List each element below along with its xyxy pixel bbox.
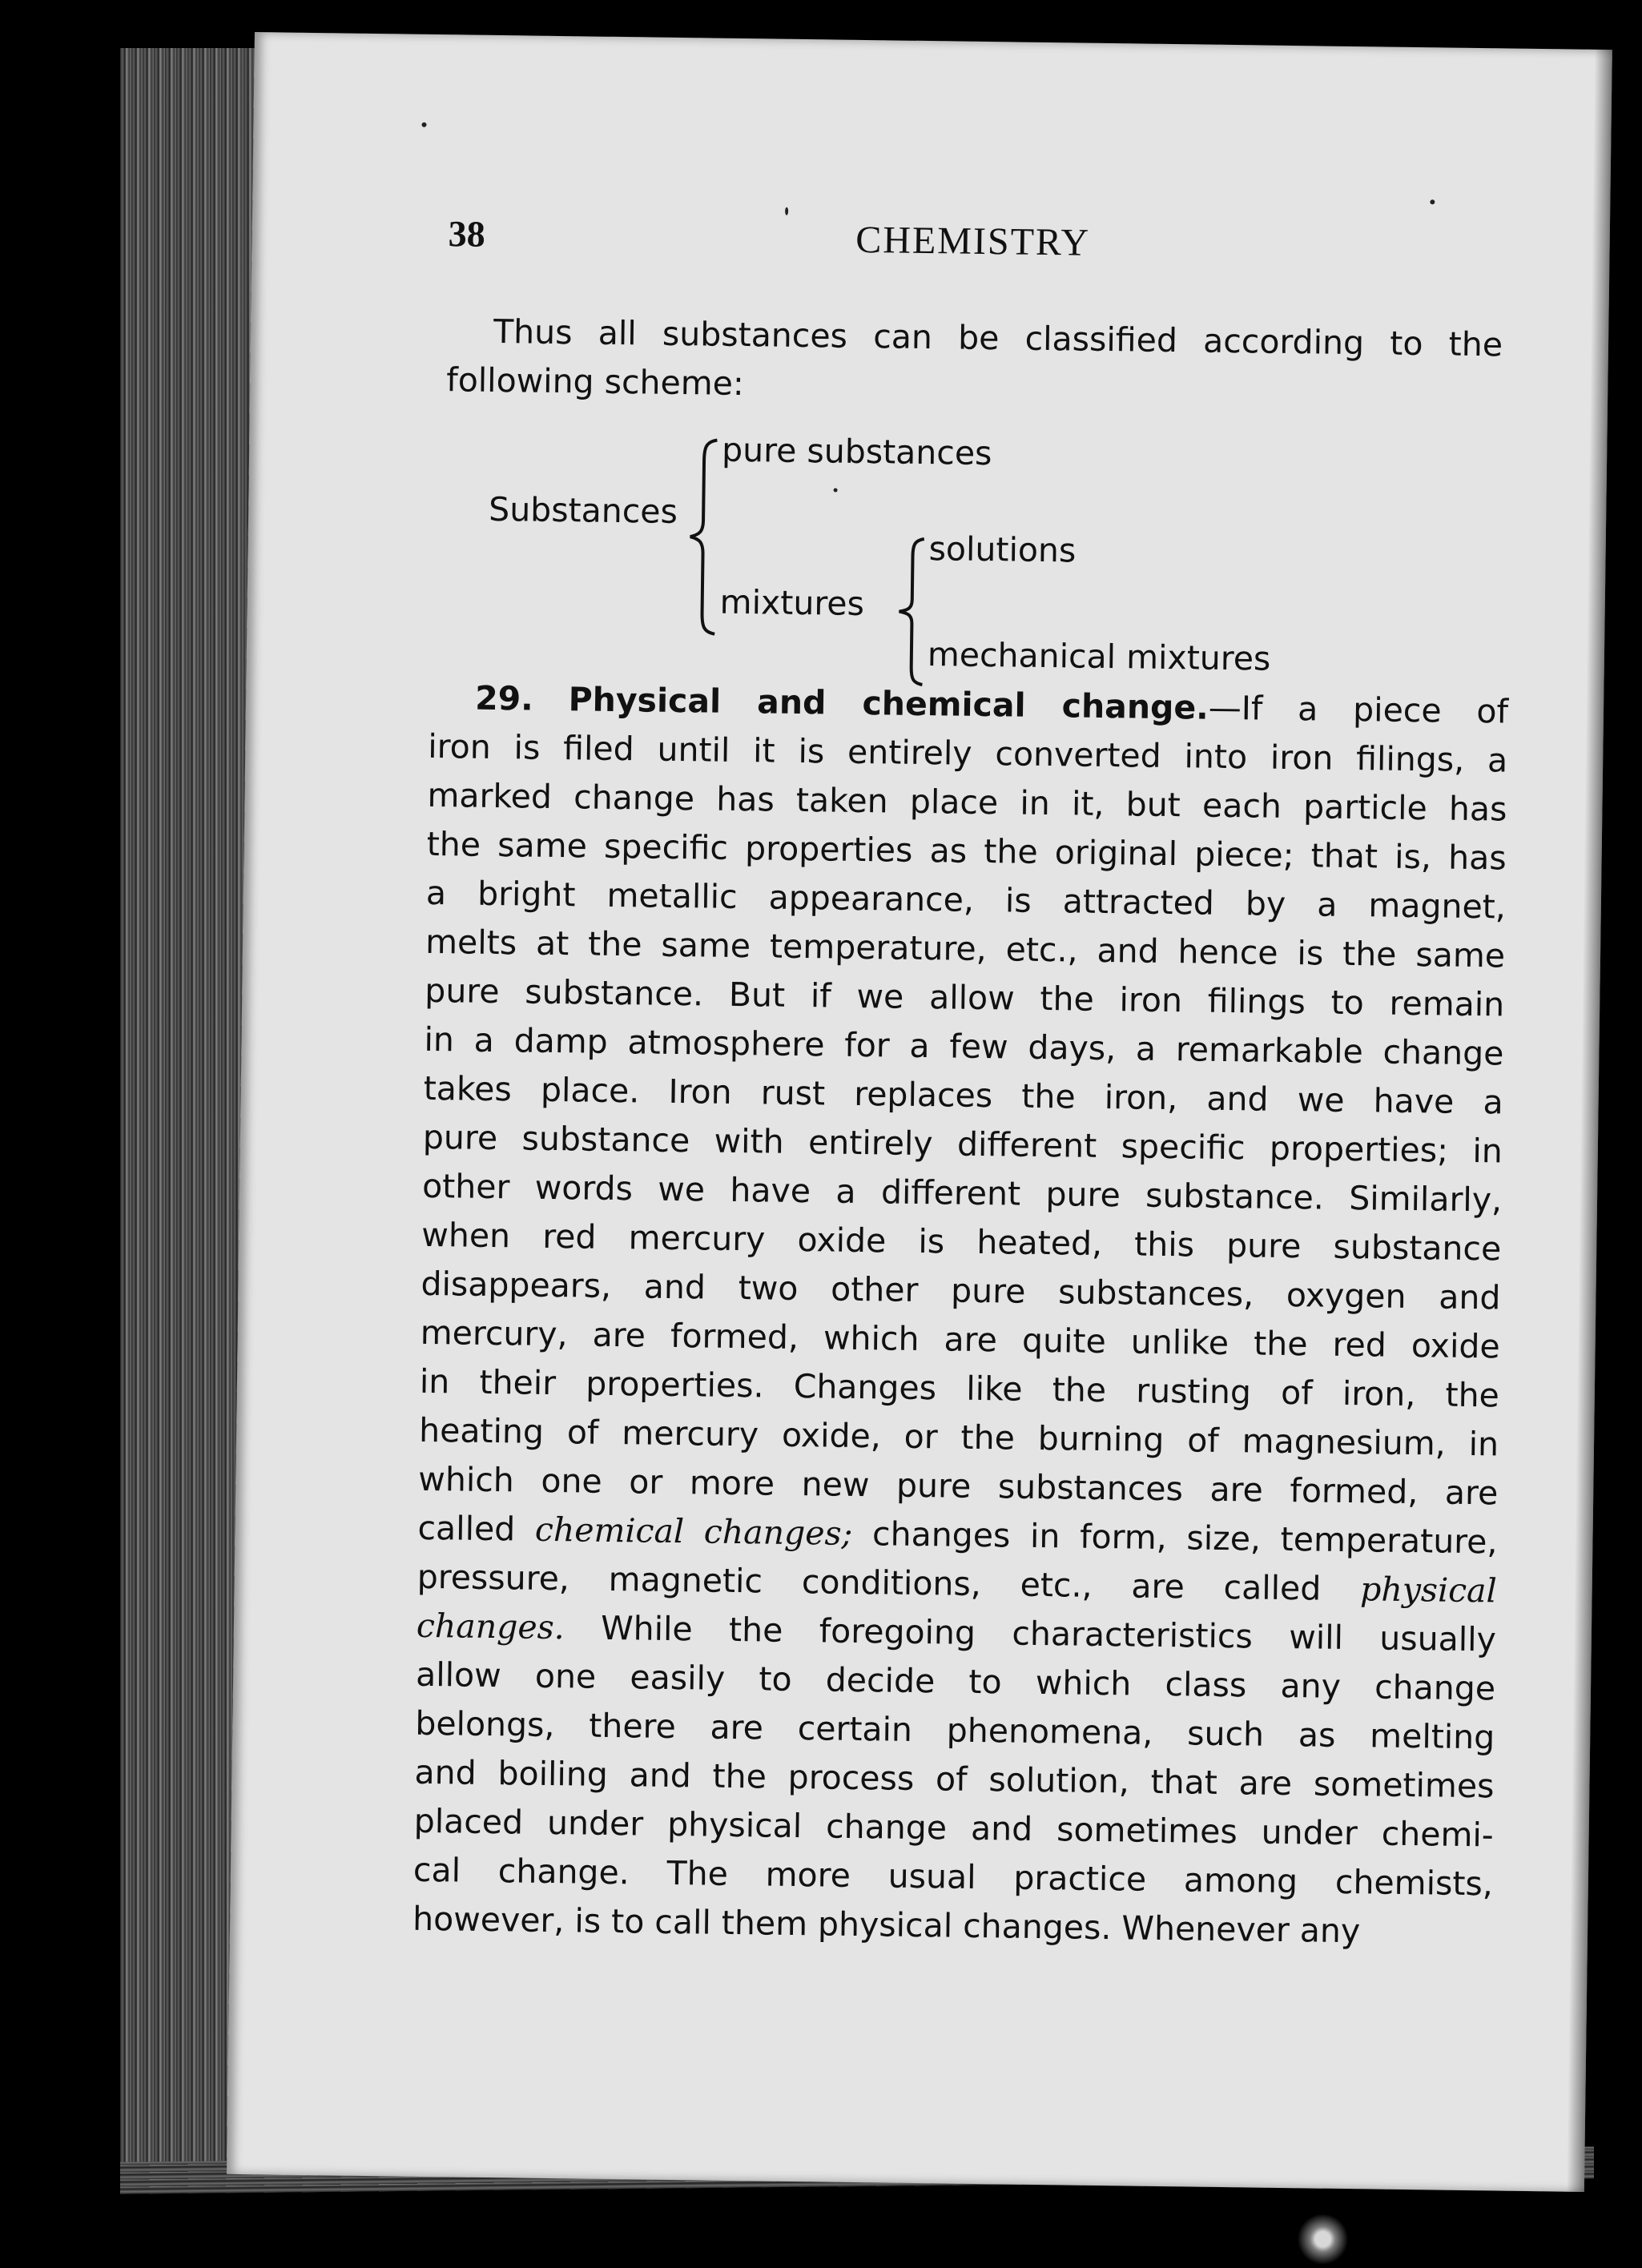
paragraph-line: placed under physical change and sometimes under chemi- xyxy=(413,1801,1494,1855)
line-text: While the foregoing characteristics will usually xyxy=(564,1608,1497,1659)
paragraph-line: disappears, and two other pure substances, oxygen and xyxy=(421,1264,1501,1317)
paragraph-line: belongs, there are certain phenomena, such as melting xyxy=(415,1703,1495,1757)
line-text: pressure, magnetic conditions, etc., are called xyxy=(417,1557,1361,1609)
section-number: 29. xyxy=(474,678,534,718)
paragraph-line: allow one easily to decide to which class any change xyxy=(415,1655,1496,1708)
paragraph-line: when red mercury oxide is heated, this pure substance xyxy=(421,1215,1502,1269)
section-title: Physical and chemical change. xyxy=(568,680,1209,727)
scan-speck xyxy=(421,123,426,127)
scheme-root-label: Substances xyxy=(488,489,678,531)
running-title: CHEMISTRY xyxy=(855,218,1091,264)
term-chemical-changes: chemical changes; xyxy=(534,1510,853,1553)
scheme-mixture-solutions: solutions xyxy=(928,529,1077,570)
line-text: called xyxy=(417,1508,536,1549)
paragraph-line: iron is filed until it is entirely converted into iron filings, a xyxy=(428,726,1508,780)
page-number: 38 xyxy=(448,213,486,255)
scheme-mixtures-brace xyxy=(895,536,927,688)
paragraph-line: in a damp atmosphere for a few days, a remarkable change xyxy=(424,1019,1504,1073)
paragraph-line: takes place. Iron rust replaces the iron, and we have a xyxy=(423,1068,1503,1122)
paragraph-line: a bright metallic appearance, is attracted by a magnet, xyxy=(425,873,1507,927)
paragraph-line: melts at the same temperature, etc., and hence is the same xyxy=(425,922,1506,975)
scheme-root-brace xyxy=(686,436,720,637)
paragraph-line: the same specific properties as the original piece; that is, has xyxy=(426,824,1507,878)
paragraph-line: which one or more new pure substances are formed, are xyxy=(418,1459,1499,1513)
intro-line: following scheme: xyxy=(446,360,745,404)
section-29-paragraph xyxy=(413,674,1509,1958)
scheme-branch-mixtures: mixtures xyxy=(719,582,865,624)
paragraph-line: pure substance. But if we allow the iron filings to remain xyxy=(425,971,1505,1024)
paragraph-line: heating of mercury oxide, or the burning of magnesium, in xyxy=(418,1410,1499,1464)
paragraph-line: in their properties. Changes like the rusting of iron, the xyxy=(419,1361,1500,1415)
book-page xyxy=(227,32,1612,2192)
scan-artifact xyxy=(1298,2210,1354,2268)
paragraph-line: mercury, are formed, which are quite unlike the red oxide xyxy=(420,1313,1500,1366)
paragraph-line: other words we have a different pure substance. Similarly, xyxy=(421,1166,1503,1220)
term-changes: changes. xyxy=(416,1606,565,1647)
paragraph-line: and boiling and the process of solution, that are sometimes xyxy=(414,1752,1495,1806)
paragraph-line: —If a piece of xyxy=(1208,688,1509,731)
paragraph-line: cal change. The more usual practice among chemists, xyxy=(413,1850,1494,1904)
paragraph-line: marked change has taken place in it, but each particle has xyxy=(427,775,1507,829)
paragraph-line: pure substance with entirely different specific properties; in xyxy=(422,1117,1503,1171)
scan-speck xyxy=(1430,199,1435,204)
line-text: changes in form, size, temperature, xyxy=(852,1514,1498,1562)
paragraph-line: however, is to call them physical changes. Whenever any xyxy=(412,1899,1361,1951)
term-physical: physical xyxy=(1359,1570,1497,1611)
intro-line: Thus all substances can be classified according to the xyxy=(493,312,1503,364)
scan-speck xyxy=(834,489,838,493)
scheme-mixture-mechanical: mechanical mixtures xyxy=(927,635,1271,678)
scheme-branch-pure: pure substances xyxy=(721,430,992,473)
